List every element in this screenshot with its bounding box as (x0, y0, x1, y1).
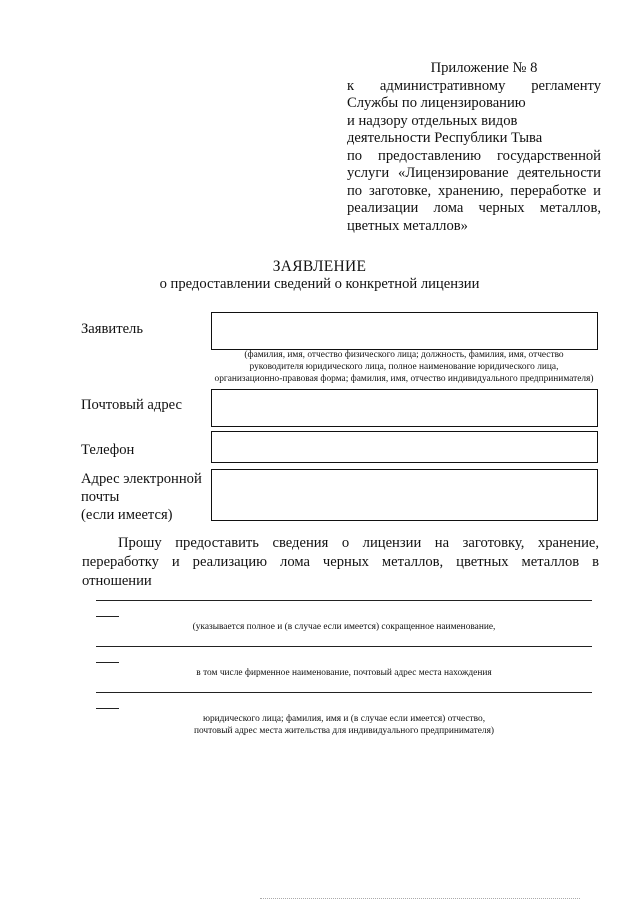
applicant-field[interactable] (211, 312, 598, 350)
fill-hint: почтовый адрес места жительства для индивидуального предпринимателя) (193, 726, 495, 736)
appendix-block (347, 60, 601, 235)
phone-label: Телефон (81, 442, 135, 458)
document-title: ЗАЯВЛЕНИЕ (272, 258, 367, 275)
fill-line[interactable] (96, 646, 592, 647)
email-label (81, 470, 202, 524)
fill-line[interactable] (96, 692, 592, 693)
appendix-line: цветных металлов» (347, 217, 468, 234)
request-line: переработку и реализацию лома черных металлов, цветных металлов в (82, 554, 599, 570)
request-line: Прошу предоставить сведения о лицензии на заготовку, хранение, (118, 535, 599, 551)
postal-address-field[interactable] (211, 389, 598, 427)
appendix-line: Службы по лицензированию (347, 95, 526, 111)
request-line: отношении (82, 573, 152, 589)
applicant-hint-line: организационно-правовая форма; фамилия, имя, отчество индивидуального предпринимателя) (214, 374, 594, 384)
appendix-title: Приложение № 8 (430, 60, 538, 76)
applicant-hint-line: (фамилия, имя, отчество физического лица; должность, фамилия, имя, отчество (244, 350, 564, 360)
fill-line-continuation (96, 616, 119, 617)
applicant-hint-line: руководителя юридического лица, полное наименование юридического лица, (249, 362, 559, 372)
email-label-line: почты (81, 489, 120, 505)
appendix-line: по заготовке, хранению, переработке и (347, 182, 601, 199)
appendix-line: и надзору отдельных видов (347, 112, 518, 129)
page-bottom-mark (260, 898, 580, 899)
email-label-line: (если имеется) (81, 507, 173, 523)
appendix-line: по предоставлению государственной (347, 147, 601, 164)
fill-line-continuation (96, 662, 119, 663)
fill-hint: (указывается полное и (в случае если имеется) сокращенное наименование, (192, 622, 496, 632)
applicant-label: Заявитель (81, 321, 143, 337)
postal-address-label: Почтовый адрес (81, 397, 182, 413)
appendix-line: к административному регламенту (347, 77, 601, 94)
appendix-line: реализации лома черных металлов, (347, 200, 601, 216)
fill-hint-block (96, 713, 592, 737)
email-field[interactable] (211, 469, 598, 521)
document-subtitle: о предоставлении сведений о конкретной лицензии (159, 276, 480, 292)
fill-hint: юридического лица; фамилия, имя и (в случае если имеется) отчество, (202, 714, 486, 724)
applicant-hint (206, 349, 602, 385)
phone-field[interactable] (211, 431, 598, 463)
fill-line[interactable] (96, 600, 592, 601)
request-paragraph (82, 534, 599, 591)
fill-line-continuation (96, 708, 119, 709)
appendix-line: услуги «Лицензирование деятельности (347, 165, 601, 181)
fill-hint: в том числе фирменное наименование, почтовый адрес места нахождения (196, 668, 492, 678)
appendix-line: деятельности Республики Тыва (347, 130, 543, 146)
email-label-line: Адрес электронной (81, 471, 202, 487)
